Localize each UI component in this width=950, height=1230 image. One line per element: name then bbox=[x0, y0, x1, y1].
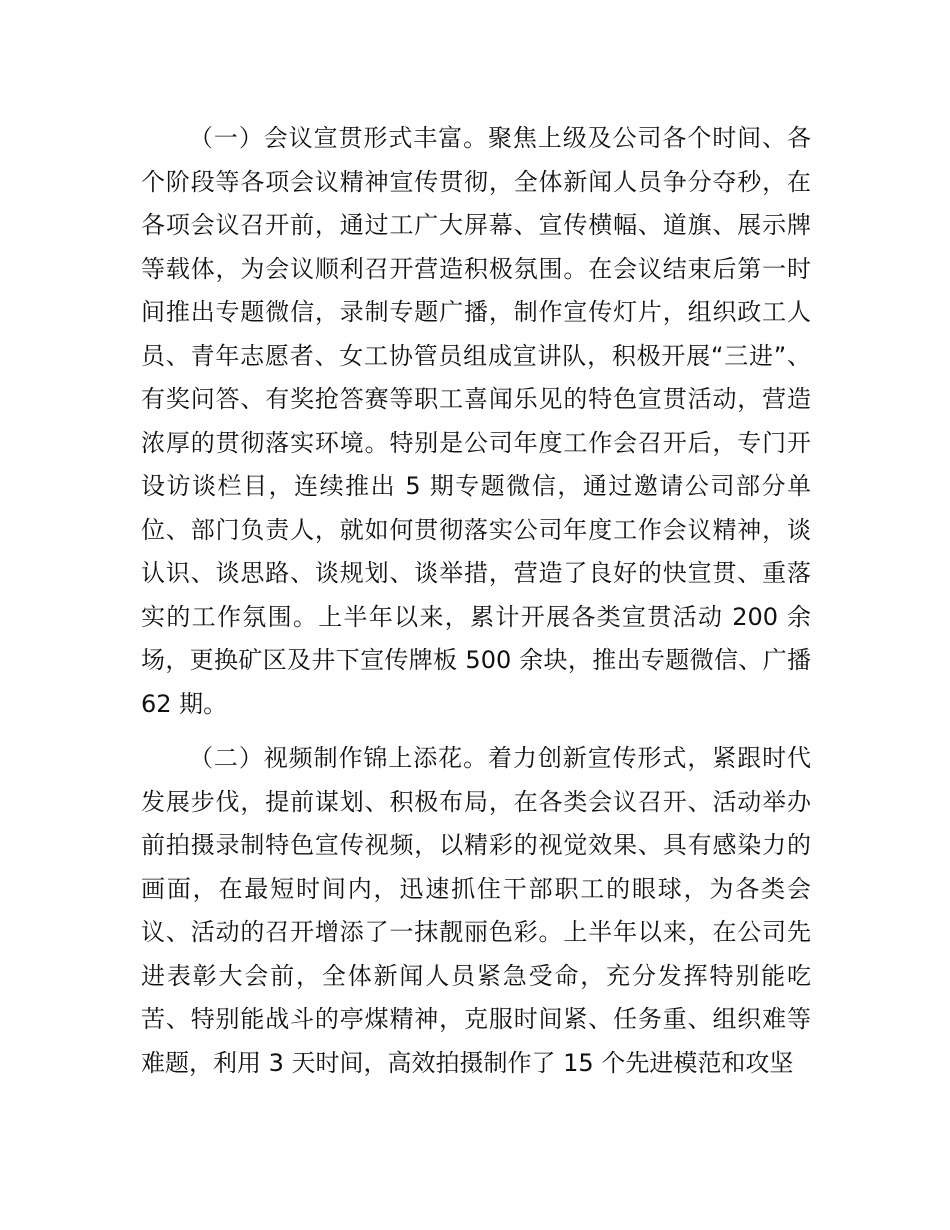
paragraph-meeting-publicity: （一）会议宣贯形式丰富。聚焦上级及公司各个时间、各个阶段等各项会议精神宣传贯彻，全体新闻人员争分夺秒，在各项会议召开前，通过工广大屏幕、宣传横幅、道旗、展示牌等载体，为会议顺利召开营造积极氛围。在会议结束后第一时间推出专题微信，录制专题广播，制作宣传灯片，组织政工人员、青年志愿者、女工协管员组成宣讲队，积极开展“三进”、有奖问答、有奖抢答赛等职工喜闻乐见的特色宣贯活动，营造浓厚的贯彻落实环境。特别是公司年度工作会召开后，专门开设访谈栏目，连续推出 5 期专题微信，通过邀请公司部分单位、部门负责人，就如何贯彻落实公司年度工作会议精神，谈认识、谈思路、谈规划、谈举措，营造了良好的快宣贯、重落实的工作氛围。上半年以来，累计开展各类宣贯活动 200 余场，更换矿区及井下宣传牌板 500 余块，推出专题微信、广播 62 期。 bbox=[141, 124, 811, 718]
paragraph-video-production: （二）视频制作锦上添花。着力创新宣传形式，紧跟时代发展步伐，提前谋划、积极布局，在各类会议召开、活动举办前拍摄录制特色宣传视频，以精彩的视觉效果、具有感染力的画面，在最短时间内，迅速抓住干部职工的眼球，为各类会议、活动的召开增添了一抹靓丽色彩。上半年以来，在公司先进表彰大会前，全体新闻人员紧急受命，充分发挥特别能吃苦、特别能战斗的亭煤精神，克服时间紧、任务重、组织难等难题，利用 3 天时间，高效拍摄制作了 15 个先进模范和攻坚 bbox=[141, 744, 811, 1077]
